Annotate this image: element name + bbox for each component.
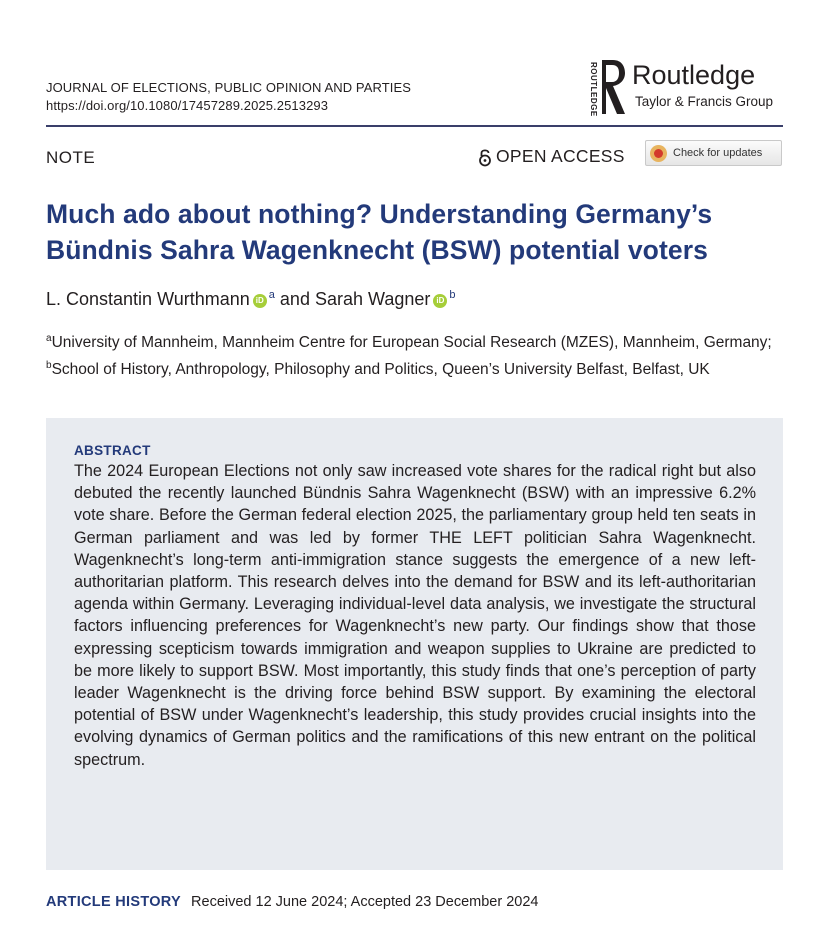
- doi-link[interactable]: https://doi.org/10.1080/17457289.2025.2513293: [46, 98, 329, 113]
- article-title: Much ado about nothing? Understanding Germany’s Bündnis Sahra Wagenknecht (BSW) potential voters: [46, 199, 713, 265]
- publisher-name: Routledge: [632, 60, 756, 90]
- affiliation-marker[interactable]: b: [449, 289, 456, 301]
- journal-name: JOURNAL OF ELECTIONS, PUBLIC OPINION AND PARTIES: [46, 80, 412, 95]
- check-for-updates-label: Check for updates: [673, 147, 763, 159]
- abstract-panel: [46, 418, 783, 870]
- article-history: [46, 894, 538, 910]
- affiliation-marker[interactable]: a: [268, 289, 275, 301]
- header-divider: [46, 125, 783, 127]
- publisher-spine-text: ROUTLEDGE: [589, 62, 598, 117]
- abstract-heading: ABSTRACT: [74, 443, 151, 458]
- check-for-updates-button[interactable]: [645, 140, 782, 166]
- author-name[interactable]: Sarah Wagner: [314, 289, 431, 309]
- open-lock-icon: [478, 147, 492, 167]
- crossmark-icon: [650, 145, 667, 162]
- publisher-group: Taylor & Francis Group: [635, 94, 774, 109]
- orcid-icon[interactable]: iD: [433, 294, 447, 308]
- article-history-dates: Received 12 June 2024; Accepted 23 December 2024: [191, 894, 539, 910]
- affiliation-marker: b: [46, 360, 52, 371]
- affiliation-marker: a: [46, 333, 52, 344]
- article-history-label: ARTICLE HISTORY: [46, 894, 182, 910]
- affiliation-a: University of Mannheim, Mannheim Centre for European Social Research (MZES), Mannheim, Germany;: [51, 334, 772, 351]
- orcid-icon[interactable]: iD: [253, 294, 267, 308]
- publisher-logo[interactable]: [584, 58, 784, 118]
- article-type: NOTE: [46, 148, 96, 167]
- open-access-indicator: [478, 146, 625, 167]
- affiliation-b: School of History, Anthropology, Philosophy and Politics, Queen’s University Belfast, Belfast, UK: [51, 361, 710, 378]
- routledge-logo-icon: [598, 58, 628, 116]
- author-connector: and: [279, 289, 310, 309]
- author-list: [46, 283, 456, 311]
- affiliations: [46, 327, 791, 381]
- abstract-text: The 2024 European Elections not only saw increased vote shares for the radical right but also debuted the recently launched Bündnis Sahra Wagenknecht (BSW) with an impressive 6.2% vote share. Before the German federal election 2025, the parliamentary group held ten seats in German parliament and was led by former THE LEFT politician Sahra Wagenknecht. Wagenknecht’s long-term anti-immigration stance suggests the emergence of a new left-authoritarian platform. This research delves into the demand for BSW and its left-authoritarian agenda within Germany. Leveraging individual-level data analysis, we investigate the structural factors influencing preferences for Wagenknecht’s new party. Our findings show that those expressing scepticism towards immigration and weapon supplies to Ukraine are predicted to be more likely to support BSW. Most importantly, this study finds that one’s perception of party leader Wagenknecht is the driving force behind BSW support. By examining the electoral potential of BSW under Wagenknecht’s leadership, this study provides crucial insights into the evolving dynamics of German politics and the ramifications of this new entrant on the political spectrum.: [74, 462, 756, 769]
- open-access-label: OPEN ACCESS: [496, 146, 625, 166]
- journal-header: [46, 79, 411, 115]
- author-name[interactable]: L. Constantin Wurthmann: [46, 289, 250, 309]
